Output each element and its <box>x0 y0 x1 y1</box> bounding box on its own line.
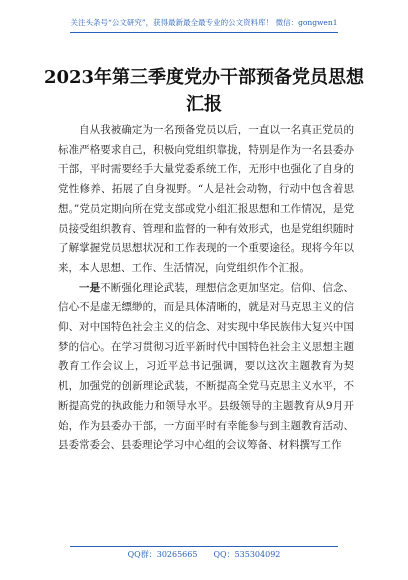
footer-divider <box>70 546 338 547</box>
qq-number-text: QQ：535304092 <box>213 550 281 559</box>
qq-group-text: QQ群：30265665 <box>127 550 198 559</box>
paragraph-point-one <box>58 279 354 456</box>
paragraph-intro <box>58 121 354 279</box>
header-divider <box>70 32 338 33</box>
document-body <box>58 121 354 456</box>
paragraph-lead: 一是 <box>79 281 101 294</box>
document-title: 2023年第三季度党办干部预备党员思想汇报 <box>43 67 365 115</box>
paragraph-text: 不断强化理论武装，理想信念更加坚定。信仰、信念、信心不是虚无缥缈的，而是具体清晰的，就是对马克思主义的信仰、对中国特色社会主义的信念、对实现中华民族伟大复兴中国梦的信心。在学习贯彻习近平新时代中国特色社会主义思想主题教育工作会议上，习近平总书记强调，要以这次主题教育为契机，加强党的创新理论武装，不断提高全党马克思主义水平，不断提高党的执政能力和领导水平。县级领导的主题教育从9月开始，作为县委办干部，一方面平时有幸能参与到主题教育活动、县委常委会、县委理论学习中心组的会议筹备、材料撰写工作 <box>58 281 355 452</box>
header-note: 关注头条号“公文研究”，获得最新最全最专业的公文资料库！ 微信：gongwen1 <box>70 18 338 27</box>
paragraph-text: 自从我被确定为一名预备党员以后，一直以一名真正党员的标准严格要求自己，积极向党组织靠拢，特别是作为一名县委办干部，平时需要经手大量党委系统工作，无形中也强化了自身的党性修养、拓展了自身视野。“人是社会动物，行动中包含着思想。”党员定期向所在党支部或党小组汇报思想和工作情况，是党员接受组织教育、管理和监督的一种有效形式，也是党组织随时了解掌握党员思想状况和工作表现的一个重要途径。现将今年以来，本人思想、工作、生活情况，向党组织作个汇报。 <box>58 124 354 274</box>
footer-contact <box>70 549 338 561</box>
